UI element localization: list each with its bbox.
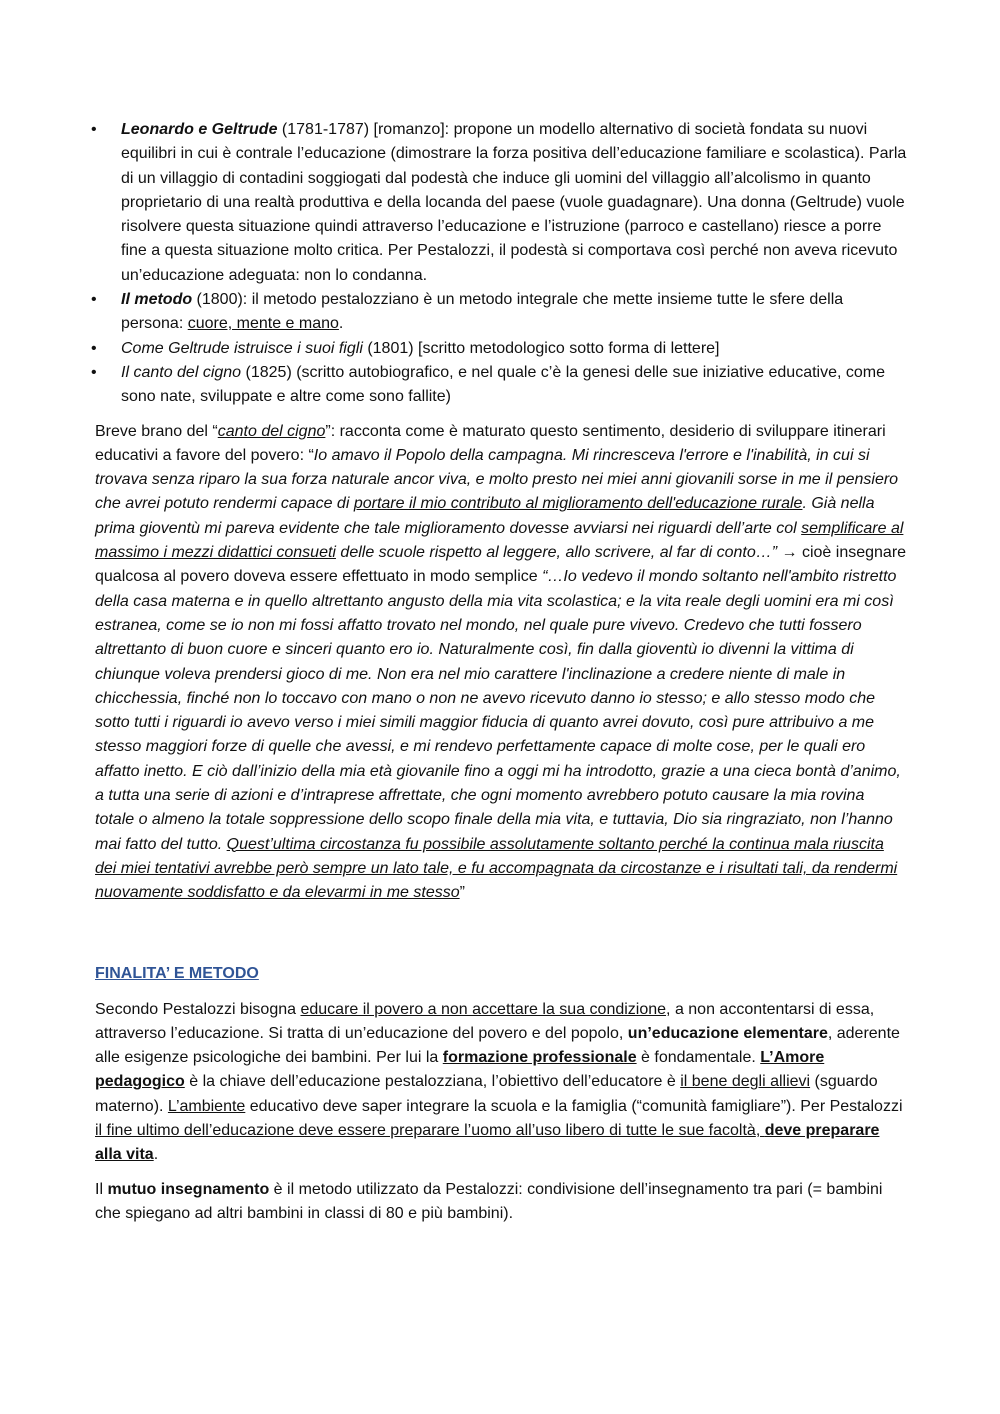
- bold-underlined-phrase: deve preparare alla vita: [95, 1121, 880, 1164]
- text: Il: [95, 1180, 108, 1198]
- text: è il metodo utilizzato da Pestalozzi: condivisione dell’insegnamento tra pari (= bambini che spiegano ad altri bambini in classi di 80 e più bambini).: [95, 1180, 883, 1222]
- text: .: [153, 1146, 159, 1164]
- quote-underlined: semplificare al massimo i mezzi didattici consueti: [95, 519, 904, 562]
- mutuo-paragraph: [95, 1178, 907, 1227]
- work-title: Il metodo: [121, 291, 193, 309]
- punctuation: .: [338, 315, 344, 333]
- works-list: [0, 118, 907, 410]
- bold-phrase: mutuo insegnamento: [107, 1180, 270, 1198]
- bold-phrase: un’educazione elementare: [627, 1024, 828, 1042]
- brano-intro: Breve brano del “: [95, 422, 218, 440]
- text: , a non accontentarsi di essa, attraverso l’educazione. Si tratta di un’educazione del povero e del popolo,: [95, 1000, 875, 1042]
- underlined-phrase: il bene degli allievi: [680, 1073, 811, 1091]
- text: Secondo Pestalozzi bisogna: [95, 1000, 301, 1018]
- quote-part: delle scuole rispetto al leggere, allo scrivere, al far di conto…”: [335, 544, 778, 562]
- brano-intro-after: ”: racconta come è maturato questo sentimento, desiderio di sviluppare itinerari educativi a favore del povero: “: [95, 422, 886, 464]
- quote-end: ”: [459, 884, 465, 902]
- comment-text: → cioè insegnare qualcosa al povero doveva essere effettuato in modo semplice: [95, 544, 907, 586]
- brano-paragraph: [95, 420, 907, 906]
- list-item-leonardo: [121, 118, 907, 288]
- list-item-canto-cigno: [121, 361, 907, 410]
- underlined-phrase: cuore, mente e mano: [187, 315, 339, 333]
- work-title: Come Geltrude istruisce i suoi figli: [121, 339, 363, 357]
- work-description: (1800): il metodo pestalozziano è un metodo integrale che mette insieme tutte le sfere della persona:: [121, 291, 844, 333]
- text: è la chiave dell’educazione pestalozziana, l’obiettivo dell’educatore è: [184, 1073, 681, 1091]
- list-item-metodo: [121, 288, 907, 337]
- text: è fondamentale.: [636, 1049, 761, 1067]
- text: (sguardo materno).: [95, 1073, 878, 1115]
- quote-part: . Già nella prima gioventù mi pareva evidente che tale miglioramento dovesse avviarsi nei riguardi dell’arte col: [95, 495, 875, 537]
- quote-part: “…Io vedevo il mondo soltanto nell'ambito ristretto della casa materna e in quello altrettanto angusto della mia vita scolastica; e la vita reale degli uomini era mi così estranea, come se io non mi fossi affatto trovato nel mondo, nel quale pure vivevo. Credevo che tutti fossero altrettanto di buon cuore e sinceri quanto ero io. Naturalmente così, fin dalla gioventù io divenni la vittima di chiunque voleva prendersi gioco di me. Non era nel mio carattere l'inclinazione a credere niente di male in chicchessia, finché non lo toccavo con mano o non ne avevo ricevuto danno io stesso; e allo stesso modo che sotto tutti i riguardi io avevo verso i miei simili maggior fiducia di quanto avrei dovuto, così pure attribuivo a me stesso maggiori forze di quelle che avessi, e mi rendevo perfettamente capace di molte cose, per le quali ero affatto inetto. E ciò dall’inizio della mia età giovanile fino a oggi mi ha introdotto, grazie a una cieca bontà d’animo, a tutta una serie di azioni e d’intraprese affrettate, che ogni momento avrebbero potuto causare la mia rovina totale o almeno la totale soppressione dello scopo finale della mia vita, e tuttavia, Dio sia ringraziato, non l’hanno mai fatto del tutto.: [95, 568, 901, 853]
- work-title: Leonardo e Geltrude: [121, 121, 278, 138]
- brano-title: canto del cigno: [217, 422, 326, 440]
- underlined-phrase: L’ambiente: [167, 1097, 246, 1115]
- section-heading: FINALITA’ E METODO: [95, 964, 259, 982]
- work-title: Il canto del cigno: [121, 363, 242, 381]
- work-description: (1825) (scritto autobiografico, e nel quale c’è la genesi delle sue iniziative educative, come sono nate, sviluppate e altre come sono fallite): [121, 363, 885, 406]
- list-item-come-geltrude: [121, 337, 907, 361]
- bold-underlined-phrase: formazione professionale: [442, 1049, 637, 1067]
- underlined-phrase: educare il povero a non accettare la sua condizione: [300, 1000, 667, 1018]
- underlined-phrase: il fine ultimo dell’educazione deve essere preparare l’uomo all’uso libero di tutte le sue facoltà: [95, 1121, 756, 1139]
- quote-underlined: portare il mio contributo al miglioramento dell'educazione rurale: [353, 495, 803, 513]
- work-description: (1801) [scritto metodologico sotto forma di lettere]: [362, 339, 720, 357]
- text: , aderente alle esigenze psicologiche dei bambini. Per lui la: [95, 1024, 900, 1067]
- quote-part: Io amavo il Popolo della campagna. Mi rincresceva l'errore e l'inabilità, in cui si trovava senza riparo la sua forza naturale ancor viva, e molto presto nei miei anni giovanili sorse in me il pensiero che avrei potuto rendermi capace di: [95, 446, 899, 513]
- text: educativo deve saper integrare la scuola e la famiglia (“comunità famigliare”). Per Pestalozzi: [245, 1097, 903, 1115]
- work-description: (1781-1787) [romanzo]: propone un modello alternativo di società fondata su nuovi equilibri in cui è contrale l’educazione (dimostrare la forza positiva dell’educazione familiare e scolastica). Parla di un villaggio di contadini soggiogati dal podestà che induce gli uomini del villaggio all’alcolismo in quanto proprietario di una realtà produttiva e della locanda del paese (vuole guadagnare). Una donna (Geltrude) vuole risolvere questa situazione quindi attraverso l’educazione e l’istruzione (parroco e castellano) riesce a porre fine a questa situazione molto critica. Per Pestalozzi, il podestà si comportava così perché non aveva ricevuto un’educazione adeguata: non lo condanna.: [121, 121, 907, 284]
- separator: ,: [755, 1121, 765, 1139]
- quote-underlined: Quest’ultima circostanza fu possibile assolutamente soltanto perché la continua mala riuscita dei miei tentativi avrebbe però sempre un lato tale, e fu accompagnata da circostanze e i risultati tali, da rendermi nuovamente soddisfatto e da elevarmi in me stesso: [95, 835, 898, 902]
- document-page: [95, 118, 907, 1226]
- bold-underlined-phrase: L’Amore pedagogico: [95, 1049, 825, 1091]
- finalita-paragraph: [95, 998, 907, 1168]
